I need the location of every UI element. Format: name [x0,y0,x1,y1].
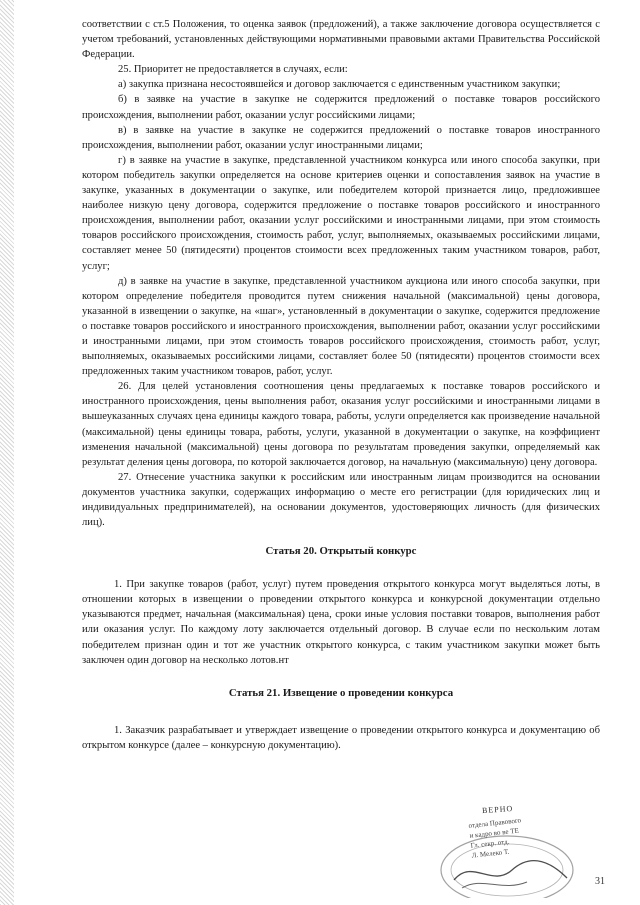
article-21-heading: Статья 21. Извещение о проведении конкурса [228,686,454,699]
stamp-side-text [468,815,525,860]
paragraph-25d: д) в заявке на участие в закупке, представленной участником аукциона или иного способа закупки, при котором определение победителя проводится путем снижения начальной (максимальной) цены договора, указанной в извещении о закупке, на «шаг», установленный в документации о закупке, содержится предложение о поставке товаров российского и иностранного происхождения, выполнении работ, оказании услуг российскими и иностранными лицами, при этом стоимость товаров российского происхождения, стоимость работ, услуг, выполняемых, оказываемых российскими лицами, составляет более 50 (пятидесяти) процентов стоимости всех предложенных таким участником товаров, работ, услуг. [82,275,600,378]
article-20-heading: Статья 20. Открытый конкурс [265,545,417,558]
paragraph-25b: б) в заявке на участие в закупке не содержится предложений о поставке товаров российского происхождения, выполнении работ, оказании услуг российскими лицами; [82,94,600,121]
stamp-line: и кадро во ве ТЕ [469,826,520,840]
paragraph-27: 27. Отнесение участника закупки к российским или иностранным лицам производится на основании документов участника закупки, содержащих информацию о месте его регистрации (для юридических лиц и индивидуальных предпринимателей), на основании документов, удостоверяющих личность (для физических лиц). [82,471,600,529]
article-20-paragraph-1: 1. При закупке товаров (работ, услуг) путем проведения открытого конкурса могут выделяться лоты, в отношении которых в извещении о проведении открытого конкурса и конкурсной документации отдельно указываются предмет, начальная (максимальная) цена, сроки иные условия поставки товаров, выполнения работ или оказания услуг. По каждому лоту заключается отдельный договор. В случае если по нескольким лотам победителем признан один и тот же участник открытого конкурса, с таким участником закупки может быть заключен один договор на несколько лотов.нт [82,579,600,666]
paragraph-25a: а) закупка признана несостоявшейся и договор заключается с единственным участником закупки; [118,79,561,91]
paragraph-26: 26. Для целей установления соотношения цены предлагаемых к поставке товаров российского и иностранного происхождения, цены выполнения работ, оказания услуг российскими и иностранными лицами в вышеуказанных случаях цена единицы каждого товара, работы, услуги определяется как произведение начальной (максимальной) цены единицы товара, работы, услуги, указанной в документации о закупке, на коэффициент изменения начальной (максимальной) цены договора по результатам проведения закупки, определяемый как результат деления цены договора, по которой заключается договор, на начальную (максимальную) цену договора. [82,381,600,468]
paragraph-continuation: соответствии с ст.5 Положения, то оценка заявок (предложений), а также заключение договора осуществляется с учетом требований, установленных действующими нормативными правовыми актами Правительства Российской Федерации. [82,19,600,61]
document-page [82,17,600,753]
stamp-line: Гл. секр. отд. [470,837,510,850]
stamp-verno-label: ВЕРНО [481,803,514,816]
paragraph-25v: в) в заявке на участие в закупке не содержится предложений о поставке товаров иностранного происхождения, выполнении работ, оказании услуг иностранными лицами; [82,124,600,151]
paragraph-25: 25. Приоритет не предоставляется в случаях, если: [118,64,348,76]
stamp-line: Л. Мелеко Т. [471,847,510,860]
scan-edge-pattern [0,0,14,905]
article-21-paragraph-1: 1. Заказчик разрабатывает и утверждает извещение о проведении открытого конкурса и документацию об открытом конкурсе (далее – конкурсную документацию). [82,724,600,751]
stamp-line: отдела Правового [468,816,522,830]
page-number: 31 [595,876,605,887]
paragraph-25g: г) в заявке на участие в закупке, представленной участником конкурса или иного способа закупки, при котором победитель закупки определяется на основе критериев оценки и сопоставления заявок на участие в закупке, указанных в документации о закупке, или победителем которой признается лицо, предложившее наиболее низкую цену договора, содержится предложение о поставке товаров российского и иностранного происхождения, выполнении работ, оказании услуг российскими и иностранными лицами, при этом стоимость товаров российского происхождения, стоимость работ, услуг, выполняемых, оказываемых российскими лицами, составляет менее 50 (пятидесяти) процентов стоимости всех предложенных таким участником товаров, работ, услуг; [82,154,600,272]
